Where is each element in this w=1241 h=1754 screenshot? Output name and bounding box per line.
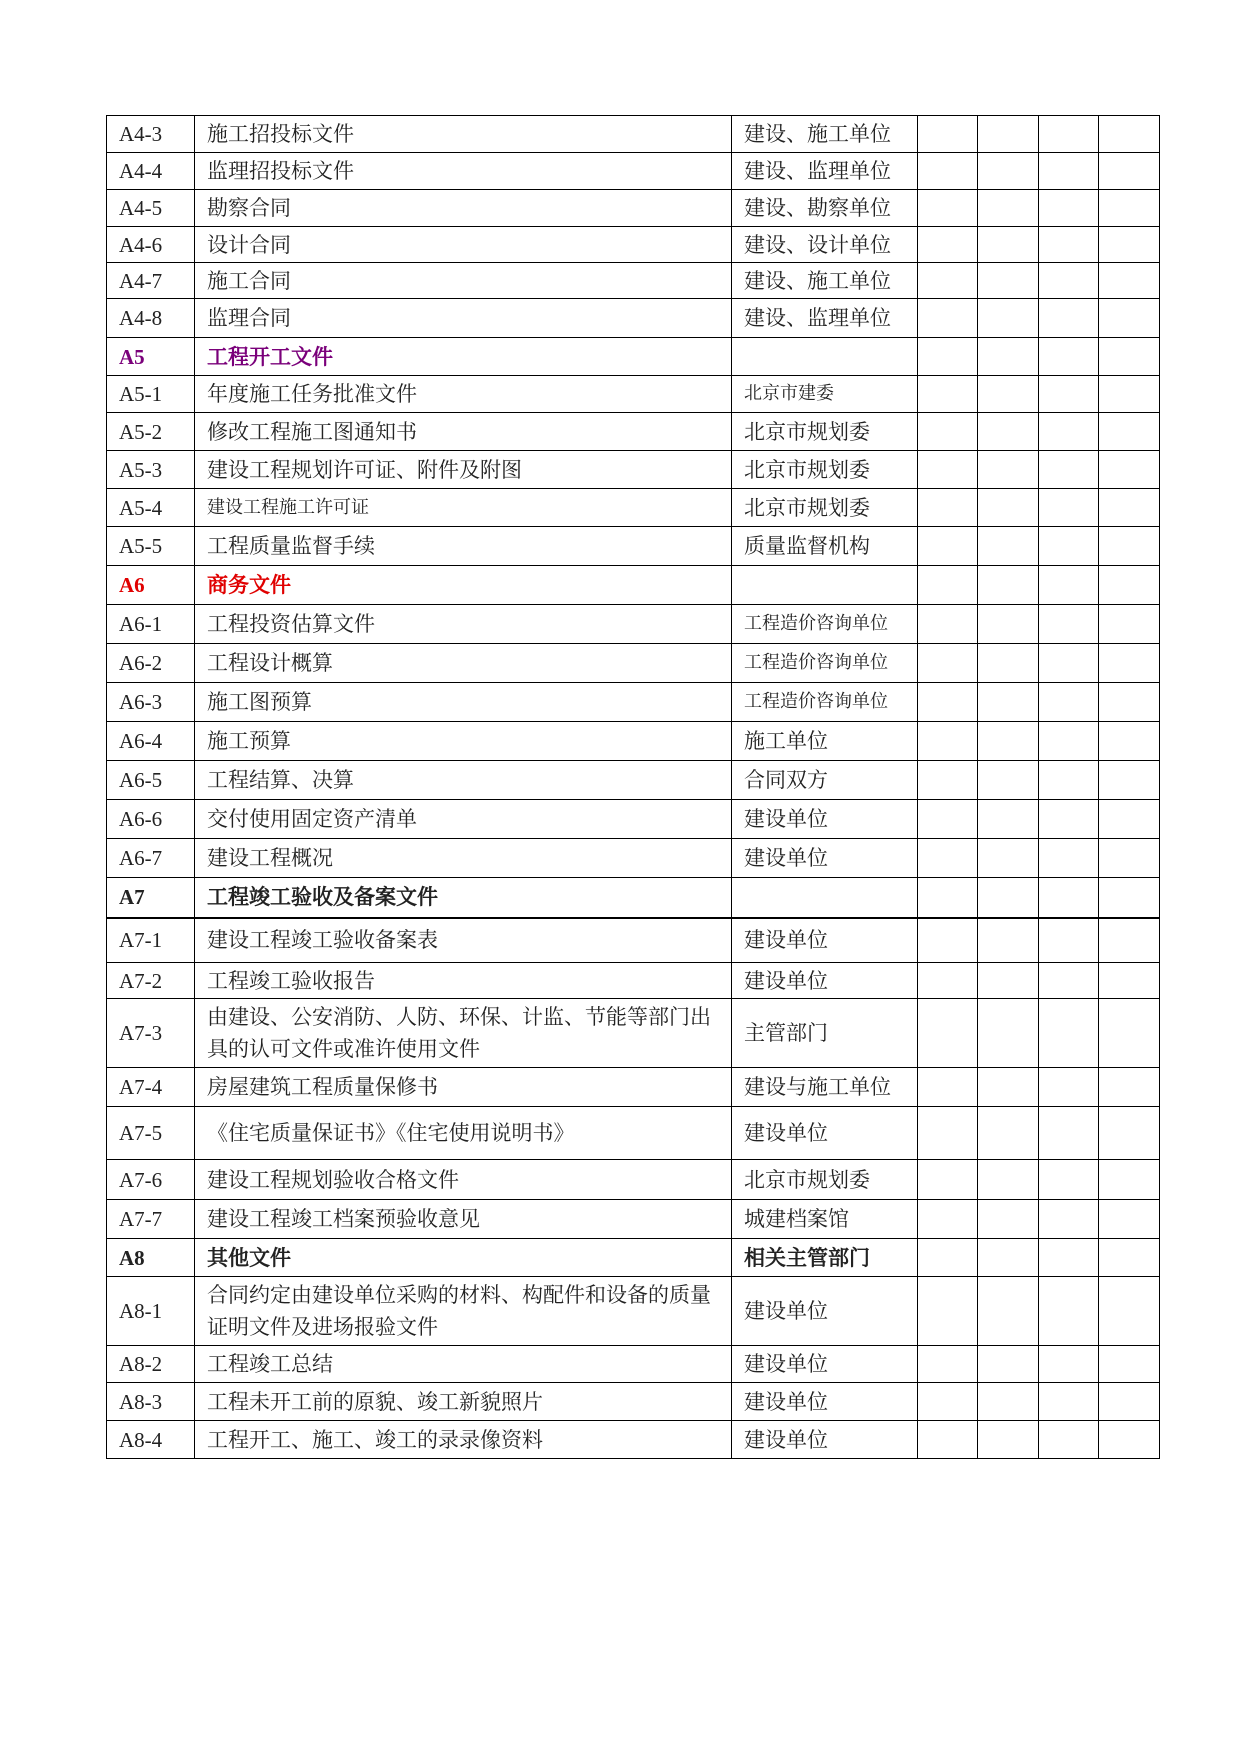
blank-cell <box>978 1383 1039 1421</box>
item-code: A7 <box>107 878 195 918</box>
table-row <box>107 1421 1160 1459</box>
blank-cell <box>1039 566 1099 605</box>
item-title: 勘察合同 <box>195 190 732 227</box>
blank-cell <box>1099 489 1160 527</box>
blank-cell <box>1039 1277 1099 1346</box>
responsible-unit: 建设单位 <box>732 918 918 963</box>
blank-cell <box>978 1068 1039 1107</box>
blank-cell <box>978 1200 1039 1239</box>
blank-cell <box>1039 376 1099 413</box>
blank-cell <box>1039 413 1099 451</box>
blank-cell <box>978 1277 1039 1346</box>
table-row <box>107 963 1160 999</box>
item-code: A5-1 <box>107 376 195 413</box>
blank-cell <box>1039 299 1099 338</box>
item-title: 商务文件 <box>195 566 732 605</box>
blank-cell <box>1039 918 1099 963</box>
item-title: 建设工程规划验收合格文件 <box>195 1160 732 1200</box>
item-code: A6-1 <box>107 605 195 644</box>
blank-cell <box>978 644 1039 683</box>
responsible-unit: 相关主管部门 <box>732 1239 918 1277</box>
blank-cell <box>1039 761 1099 800</box>
blank-cell <box>1039 263 1099 299</box>
blank-cell <box>978 800 1039 839</box>
blank-cell <box>918 683 978 722</box>
blank-cell <box>1039 489 1099 527</box>
table-row <box>107 190 1160 227</box>
blank-cell <box>978 527 1039 566</box>
table-row <box>107 1068 1160 1107</box>
item-code: A7-6 <box>107 1160 195 1200</box>
section-row <box>107 878 1160 918</box>
blank-cell <box>1099 683 1160 722</box>
blank-cell <box>1099 227 1160 263</box>
responsible-unit: 建设、监理单位 <box>732 153 918 190</box>
blank-cell <box>1099 1383 1160 1421</box>
item-title: 工程竣工验收及备案文件 <box>195 878 732 918</box>
blank-cell <box>1099 839 1160 878</box>
blank-cell <box>978 227 1039 263</box>
item-code: A7-1 <box>107 918 195 963</box>
blank-cell <box>1039 153 1099 190</box>
blank-cell <box>1039 1346 1099 1383</box>
responsible-unit: 城建档案馆 <box>732 1200 918 1239</box>
item-title: 《住宅质量保证书》《住宅使用说明书》 <box>195 1107 732 1160</box>
blank-cell <box>978 1107 1039 1160</box>
blank-cell <box>1099 116 1160 153</box>
blank-cell <box>918 644 978 683</box>
responsible-unit: 质量监督机构 <box>732 527 918 566</box>
table-row <box>107 644 1160 683</box>
blank-cell <box>1039 839 1099 878</box>
table-row <box>107 1107 1160 1160</box>
blank-cell <box>1099 644 1160 683</box>
responsible-unit: 建设单位 <box>732 800 918 839</box>
blank-cell <box>978 263 1039 299</box>
item-title: 施工合同 <box>195 263 732 299</box>
blank-cell <box>918 489 978 527</box>
blank-cell <box>1039 1160 1099 1200</box>
blank-cell <box>918 722 978 761</box>
responsible-unit: 建设、监理单位 <box>732 299 918 338</box>
responsible-unit: 建设单位 <box>732 1107 918 1160</box>
blank-cell <box>978 963 1039 999</box>
item-code: A5-3 <box>107 451 195 489</box>
blank-cell <box>918 1383 978 1421</box>
blank-cell <box>1039 963 1099 999</box>
responsible-unit: 建设单位 <box>732 1346 918 1383</box>
item-code: A8-2 <box>107 1346 195 1383</box>
table-row <box>107 683 1160 722</box>
responsible-unit: 建设单位 <box>732 1383 918 1421</box>
blank-cell <box>978 839 1039 878</box>
blank-cell <box>1099 1421 1160 1459</box>
item-code: A5-2 <box>107 413 195 451</box>
blank-cell <box>1099 1107 1160 1160</box>
item-code: A7-3 <box>107 999 195 1068</box>
item-title: 建设工程竣工验收备案表 <box>195 918 732 963</box>
responsible-unit: 建设单位 <box>732 963 918 999</box>
blank-cell <box>918 1346 978 1383</box>
table-row <box>107 153 1160 190</box>
item-code: A6 <box>107 566 195 605</box>
table-row <box>107 527 1160 566</box>
blank-cell <box>1039 116 1099 153</box>
blank-cell <box>918 263 978 299</box>
blank-cell <box>978 1346 1039 1383</box>
blank-cell <box>918 1200 978 1239</box>
table-row <box>107 413 1160 451</box>
item-code: A4-4 <box>107 153 195 190</box>
blank-cell <box>1099 299 1160 338</box>
responsible-unit: 北京市规划委 <box>732 451 918 489</box>
blank-cell <box>1039 644 1099 683</box>
blank-cell <box>978 451 1039 489</box>
item-code: A7-2 <box>107 963 195 999</box>
blank-cell <box>978 1421 1039 1459</box>
table-row <box>107 376 1160 413</box>
blank-cell <box>918 338 978 376</box>
blank-cell <box>1099 1068 1160 1107</box>
table-row <box>107 918 1160 963</box>
item-code: A6-5 <box>107 761 195 800</box>
responsible-unit: 北京市规划委 <box>732 1160 918 1200</box>
responsible-unit <box>732 566 918 605</box>
responsible-unit: 施工单位 <box>732 722 918 761</box>
responsible-unit <box>732 338 918 376</box>
blank-cell <box>1099 527 1160 566</box>
blank-cell <box>1099 1277 1160 1346</box>
section-row <box>107 338 1160 376</box>
table-row <box>107 451 1160 489</box>
blank-cell <box>978 489 1039 527</box>
blank-cell <box>1039 722 1099 761</box>
blank-cell <box>1039 1421 1099 1459</box>
blank-cell <box>1039 683 1099 722</box>
blank-cell <box>918 376 978 413</box>
blank-cell <box>918 999 978 1068</box>
blank-cell <box>1099 605 1160 644</box>
blank-cell <box>978 413 1039 451</box>
item-title: 工程结算、决算 <box>195 761 732 800</box>
section-row <box>107 566 1160 605</box>
table-row <box>107 1277 1160 1346</box>
blank-cell <box>978 116 1039 153</box>
blank-cell <box>1099 761 1160 800</box>
blank-cell <box>918 1160 978 1200</box>
blank-cell <box>918 1277 978 1346</box>
item-title: 工程设计概算 <box>195 644 732 683</box>
responsible-unit: 建设与施工单位 <box>732 1068 918 1107</box>
item-title: 监理招投标文件 <box>195 153 732 190</box>
table-row <box>107 1200 1160 1239</box>
responsible-unit: 建设、设计单位 <box>732 227 918 263</box>
item-title: 建设工程竣工档案预验收意见 <box>195 1200 732 1239</box>
blank-cell <box>1099 1346 1160 1383</box>
blank-cell <box>978 299 1039 338</box>
blank-cell <box>1039 1200 1099 1239</box>
responsible-unit: 合同双方 <box>732 761 918 800</box>
blank-cell <box>978 722 1039 761</box>
blank-cell <box>918 761 978 800</box>
blank-cell <box>918 1107 978 1160</box>
item-code: A6-3 <box>107 683 195 722</box>
responsible-unit: 建设单位 <box>732 1421 918 1459</box>
responsible-unit <box>732 878 918 918</box>
table-row <box>107 722 1160 761</box>
responsible-unit: 工程造价咨询单位 <box>732 605 918 644</box>
blank-cell <box>1039 527 1099 566</box>
blank-cell <box>1039 1383 1099 1421</box>
item-code: A6-6 <box>107 800 195 839</box>
blank-cell <box>1099 963 1160 999</box>
archive-file-table <box>106 115 1160 1459</box>
item-title: 施工招投标文件 <box>195 116 732 153</box>
table-row <box>107 299 1160 338</box>
item-code: A4-5 <box>107 190 195 227</box>
blank-cell <box>978 153 1039 190</box>
responsible-unit: 北京市建委 <box>732 376 918 413</box>
blank-cell <box>978 338 1039 376</box>
blank-cell <box>918 605 978 644</box>
blank-cell <box>1039 1239 1099 1277</box>
responsible-unit: 建设单位 <box>732 839 918 878</box>
table-row <box>107 116 1160 153</box>
table-row <box>107 263 1160 299</box>
blank-cell <box>918 1068 978 1107</box>
blank-cell <box>1039 800 1099 839</box>
item-title: 建设工程规划许可证、附件及附图 <box>195 451 732 489</box>
item-code: A8-4 <box>107 1421 195 1459</box>
item-title: 工程开工、施工、竣工的录录像资料 <box>195 1421 732 1459</box>
blank-cell <box>918 227 978 263</box>
blank-cell <box>978 878 1039 918</box>
responsible-unit: 建设单位 <box>732 1277 918 1346</box>
item-title: 设计合同 <box>195 227 732 263</box>
blank-cell <box>918 878 978 918</box>
blank-cell <box>918 963 978 999</box>
blank-cell <box>1099 190 1160 227</box>
blank-cell <box>1099 999 1160 1068</box>
item-title: 工程投资估算文件 <box>195 605 732 644</box>
blank-cell <box>978 1239 1039 1277</box>
table-row <box>107 761 1160 800</box>
blank-cell <box>918 800 978 839</box>
responsible-unit: 建设、勘察单位 <box>732 190 918 227</box>
blank-cell <box>978 190 1039 227</box>
blank-cell <box>918 153 978 190</box>
item-title: 工程竣工总结 <box>195 1346 732 1383</box>
responsible-unit: 建设、施工单位 <box>732 116 918 153</box>
item-title: 建设工程施工许可证 <box>195 489 732 527</box>
document-page <box>106 115 1159 1459</box>
responsible-unit: 工程造价咨询单位 <box>732 683 918 722</box>
blank-cell <box>918 413 978 451</box>
blank-cell <box>1099 878 1160 918</box>
item-title: 施工预算 <box>195 722 732 761</box>
item-code: A8-3 <box>107 1383 195 1421</box>
item-title: 年度施工任务批准文件 <box>195 376 732 413</box>
blank-cell <box>1099 451 1160 489</box>
item-code: A5-5 <box>107 527 195 566</box>
blank-cell <box>1099 918 1160 963</box>
blank-cell <box>918 190 978 227</box>
blank-cell <box>1099 1160 1160 1200</box>
blank-cell <box>978 1160 1039 1200</box>
blank-cell <box>978 376 1039 413</box>
blank-cell <box>978 683 1039 722</box>
item-title: 其他文件 <box>195 1239 732 1277</box>
table-row <box>107 605 1160 644</box>
blank-cell <box>918 918 978 963</box>
item-title: 建设工程概况 <box>195 839 732 878</box>
blank-cell <box>1099 1239 1160 1277</box>
blank-cell <box>978 999 1039 1068</box>
blank-cell <box>918 566 978 605</box>
item-code: A6-7 <box>107 839 195 878</box>
responsible-unit: 北京市规划委 <box>732 489 918 527</box>
item-code: A7-5 <box>107 1107 195 1160</box>
item-code: A4-7 <box>107 263 195 299</box>
table-row <box>107 1383 1160 1421</box>
item-title: 房屋建筑工程质量保修书 <box>195 1068 732 1107</box>
blank-cell <box>1039 451 1099 489</box>
item-code: A4-3 <box>107 116 195 153</box>
section-row <box>107 1239 1160 1277</box>
blank-cell <box>1039 605 1099 644</box>
responsible-unit: 北京市规划委 <box>732 413 918 451</box>
blank-cell <box>978 761 1039 800</box>
blank-cell <box>1099 153 1160 190</box>
item-code: A7-7 <box>107 1200 195 1239</box>
blank-cell <box>918 116 978 153</box>
item-title: 监理合同 <box>195 299 732 338</box>
item-title: 修改工程施工图通知书 <box>195 413 732 451</box>
item-title: 工程未开工前的原貌、竣工新貌照片 <box>195 1383 732 1421</box>
item-title: 交付使用固定资产清单 <box>195 800 732 839</box>
table-row <box>107 227 1160 263</box>
item-code: A6-4 <box>107 722 195 761</box>
blank-cell <box>978 605 1039 644</box>
blank-cell <box>978 566 1039 605</box>
blank-cell <box>1039 1068 1099 1107</box>
responsible-unit: 主管部门 <box>732 999 918 1068</box>
blank-cell <box>978 918 1039 963</box>
table-row <box>107 1160 1160 1200</box>
blank-cell <box>1039 227 1099 263</box>
item-title: 工程质量监督手续 <box>195 527 732 566</box>
blank-cell <box>1099 1200 1160 1239</box>
blank-cell <box>1099 376 1160 413</box>
item-title: 施工图预算 <box>195 683 732 722</box>
responsible-unit: 建设、施工单位 <box>732 263 918 299</box>
table-row <box>107 999 1160 1068</box>
blank-cell <box>918 451 978 489</box>
responsible-unit: 工程造价咨询单位 <box>732 644 918 683</box>
blank-cell <box>1099 263 1160 299</box>
blank-cell <box>1039 878 1099 918</box>
blank-cell <box>1099 722 1160 761</box>
blank-cell <box>1039 1107 1099 1160</box>
item-code: A4-6 <box>107 227 195 263</box>
table-row <box>107 839 1160 878</box>
item-code: A8-1 <box>107 1277 195 1346</box>
blank-cell <box>1099 800 1160 839</box>
blank-cell <box>918 839 978 878</box>
item-title: 由建设、公安消防、人防、环保、计监、节能等部门出具的认可文件或准许使用文件 <box>195 999 732 1068</box>
item-code: A5 <box>107 338 195 376</box>
blank-cell <box>1039 338 1099 376</box>
blank-cell <box>918 299 978 338</box>
blank-cell <box>1099 338 1160 376</box>
item-code: A6-2 <box>107 644 195 683</box>
table-row <box>107 489 1160 527</box>
blank-cell <box>918 1421 978 1459</box>
blank-cell <box>1099 413 1160 451</box>
blank-cell <box>1039 999 1099 1068</box>
blank-cell <box>1039 190 1099 227</box>
item-code: A5-4 <box>107 489 195 527</box>
blank-cell <box>918 1239 978 1277</box>
item-code: A4-8 <box>107 299 195 338</box>
item-title: 工程开工文件 <box>195 338 732 376</box>
item-title: 合同约定由建设单位采购的材料、构配件和设备的质量证明文件及进场报验文件 <box>195 1277 732 1346</box>
blank-cell <box>1099 566 1160 605</box>
blank-cell <box>918 527 978 566</box>
table-row <box>107 1346 1160 1383</box>
item-code: A7-4 <box>107 1068 195 1107</box>
item-code: A8 <box>107 1239 195 1277</box>
table-row <box>107 800 1160 839</box>
item-title: 工程竣工验收报告 <box>195 963 732 999</box>
